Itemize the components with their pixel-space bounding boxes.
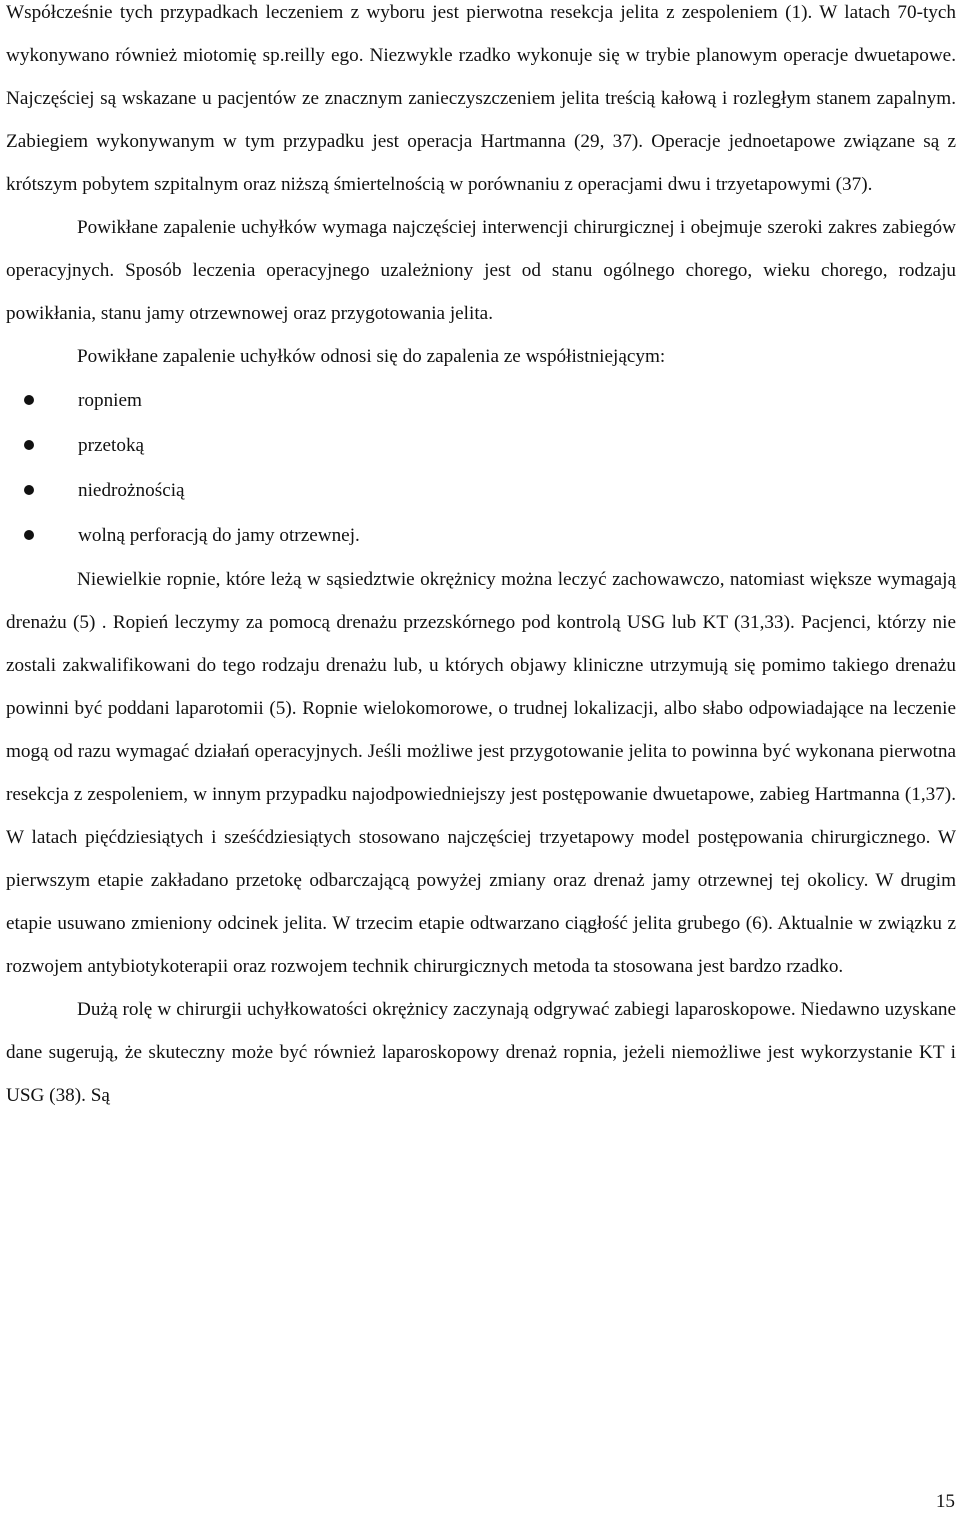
bullet-icon <box>24 395 34 405</box>
list-item <box>6 423 956 468</box>
list-item-text: niedrożnością <box>78 480 185 501</box>
list-item <box>6 378 956 423</box>
paragraph-abscess-treatment: Niewielkie ropnie, które leżą w sąsiedztwie okrężnicy można leczyć zachowawczo, natomiast większe wymagają drenażu (5) . Ropień leczymy za pomocą drenażu przezskórnego pod kontrolą USG lub KT (31,33). Pacjenci, którzy nie zostali zakwalifikowani do tego rodzaju drenażu lub, u których objawy kliniczne utrzymują się pomimo takiego drenażu powinni być poddani laparotomii (5). Ropnie wielokomorowe, o trudnej lokalizacji, albo słabo odpowiadające na leczenie mogą od razu wymagać działań operacyjnych. Jeśli możliwe jest przygotowanie jelita to powinna być wykonana pierwotna resekcja z zespoleniem, w innym przypadku najodpowiedniejszy jest postępowanie dwuetapowe, zabieg Hartmanna (1,37). W latach pięćdziesiątych i sześćdziesiątych stosowano najczęściej trzyetapowy model postępowania chirurgicznego. W pierwszym etapie zakładano przetokę odbarczającą powyżej zmiany oraz drenaż jamy otrzewnej tej okolicy. W drugim etapie usuwano zmieniony odcinek jelita. W trzecim etapie odtwarzano ciągłość jelita grubego (6). Aktualnie w związku z rozwojem antybiotykoterapii oraz rozwojem technik chirurgicznych metoda ta stosowana jest bardzo rzadko. <box>6 569 956 977</box>
list-item <box>6 513 956 558</box>
paragraph-primary-resection: Współcześnie tych przypadkach leczeniem z wyboru jest pierwotna resekcja jelita z zespoleniem (1). W latach 70-tych wykonywano również miotomię sp.reilly ego. Niezwykle rzadko wykonuje się w trybie planowym operacje dwuetapowe. Najczęściej są wskazane u pacjentów ze znacznym zanieczyszczeniem jelita treścią kałową i rozległym stanem zapalnym. Zabiegiem wykonywanym w tym przypadku jest operacja Hartmanna (29, 37). Operacje jednoetapowe związane są z krótszym pobytem szpitalnym oraz niższą śmiertelnością w porównaniu z operacjami dwu i trzyetapowymi (37). <box>6 2 956 195</box>
paragraph-coexisting-intro: Powikłane zapalenie uchyłków odnosi się do zapalenia ze współistniejącym: <box>77 346 666 367</box>
page-number: 15 <box>935 1491 955 1512</box>
bullet-icon <box>24 440 34 450</box>
list-item-text: przetoką <box>78 435 145 456</box>
document-page <box>6 0 956 1117</box>
paragraph-laparoscopy: Dużą rolę w chirurgii uchyłkowatości okrężnicy zaczynają odgrywać zabiegi laparoskopowe. Niedawno uzyskane dane sugerują, że skuteczny może być również laparoskopowy drenaż ropnia, jeżeli niemożliwe jest wykorzystanie KT i USG (38). Są <box>6 999 956 1106</box>
complications-list <box>6 378 956 558</box>
list-item <box>6 468 956 513</box>
bullet-icon <box>24 530 34 540</box>
list-item-text: wolną perforacją do jamy otrzewnej. <box>78 525 360 546</box>
bullet-icon <box>24 485 34 495</box>
paragraph-complicated-diverticulitis: Powikłane zapalenie uchyłków wymaga najczęściej interwencji chirurgicznej i obejmuje szeroki zakres zabiegów operacyjnych. Sposób leczenia operacyjnego uzależniony jest od stanu ogólnego chorego, wieku chorego, rodzaju powikłania, stanu jamy otrzewnowej oraz przygotowania jelita. <box>6 217 956 324</box>
list-item-text: ropniem <box>78 390 142 411</box>
